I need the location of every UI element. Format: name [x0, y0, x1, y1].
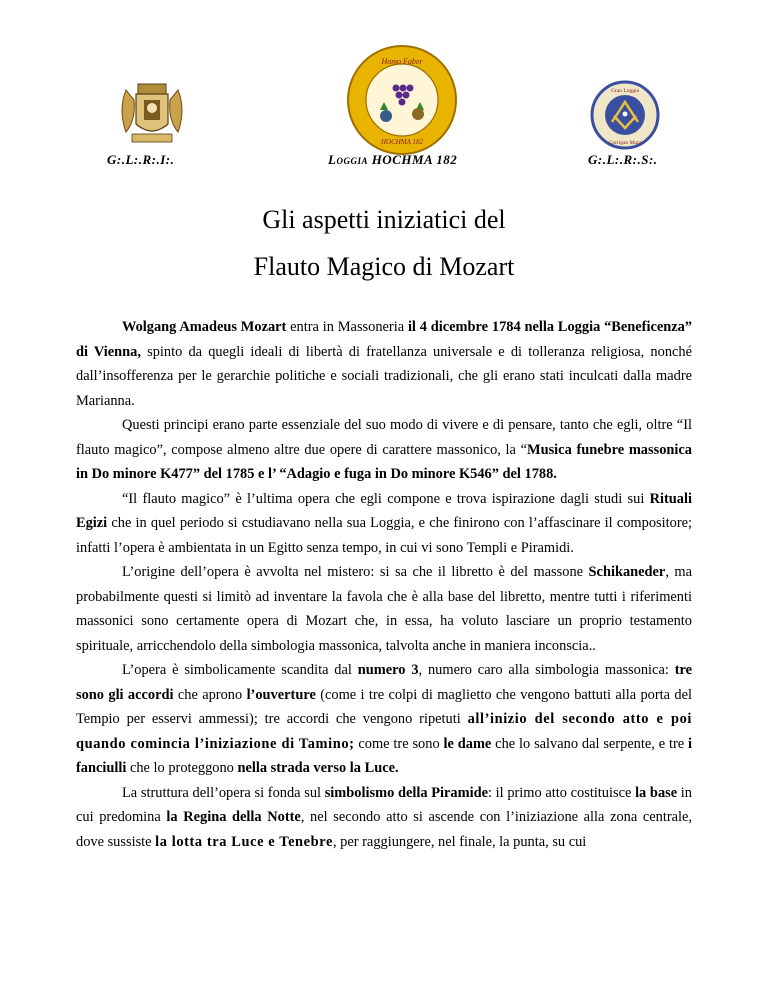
bold-text: i fanciulli — [76, 735, 693, 776]
text: come tre sono — [354, 735, 444, 752]
text: , per raggiungere, nel finale, la punta, su cui — [332, 833, 587, 850]
bold-text: Rituali Egizi — [76, 490, 692, 531]
bold-text: simbolismo della Piramide — [324, 784, 488, 801]
bold-text: la lotta tra Luce e Tenebre — [155, 833, 333, 850]
text: che in quel periodo si cstudiavano nella sua Loggia, e che finirono con l’affascinare il compositore; infatti l’opera è ambientata in un Egitto senza tempo, in cui vi sono Templi e Piramidi. — [76, 515, 692, 556]
svg-text:HOCHMA 182: HOCHMA 182 — [380, 138, 424, 146]
bold-text: numero 3 — [357, 662, 419, 678]
text: che lo proteggono — [126, 760, 238, 776]
text: , ma probabilmente questi si limitò ad inventare la favola che è alla base del libretto, mentre tutti i riferimenti massonici sono certamente opera di Mozart che, in essa, ha voluto lasciare un proprio testamento spirituale, arricchendolo della simbologia massonica, talvolta anche in maniera inconscia.. — [76, 564, 692, 654]
text: in cui predomina — [76, 784, 692, 825]
svg-text:Gran Loggia: Gran Loggia — [611, 88, 639, 94]
bold-text: Schikaneder — [588, 564, 666, 580]
paragraph-5 — [76, 658, 692, 781]
lodge-seal-icon — [346, 44, 458, 156]
text: entra in Massoneria — [286, 319, 408, 335]
paragraph-2 — [76, 413, 692, 487]
text: Questi principi erano parte essenziale del suo modo di vivere e di pensare, tanto che egli, oltre “Il flauto magico”, compose almeno altre due opere di carattere massonico, la “ — [76, 417, 692, 458]
article-body — [76, 315, 692, 854]
bold-text: tre sono gli accordi — [76, 662, 692, 703]
square-compass-seal-icon — [590, 80, 660, 150]
center-caption: Loggia HOCHMA 182 — [328, 152, 458, 167]
text: , numero caro alla simbologia massonica: — [418, 662, 675, 678]
crest-emblem-icon — [116, 80, 188, 148]
bold-text: all’inizio del secondo atto e poi quando comincia l’iniziazione di Tamino; — [76, 711, 692, 752]
bold-text: l’ouverture — [246, 686, 316, 703]
text: La struttura dell’opera si fonda sul — [122, 784, 325, 801]
paragraph-4 — [76, 560, 692, 658]
text: L’opera è simbolicamente scandita dal — [122, 662, 358, 678]
left-caption: G:.L:.R:.I:. — [107, 152, 175, 167]
right-caption: G:.L:.R:.S:. — [588, 152, 658, 167]
text: : il primo atto costituisce — [487, 784, 636, 801]
bold-text: le dame — [443, 735, 492, 752]
text: (come i tre colpi di maglietto che vengono battuti alla porta del Tempio per esservi ammessi); tre accordi che vengono ripetuti — [76, 686, 693, 727]
bold-text: Wolgang Amadeus Mozart — [122, 319, 287, 335]
bold-text: la base — [635, 784, 678, 801]
text: “Il flauto magico” è l’ultima opera che egli compone e trova ispirazione dagli studi sui — [122, 490, 650, 507]
paragraph-3 — [76, 487, 692, 561]
bold-text: la Regina della Notte — [166, 809, 301, 825]
page-title-line-1: Gli aspetti iniziatici del — [262, 205, 506, 234]
text: L’origine dell’opera è avvolta nel mistero: si sa che il libretto è del massone — [122, 564, 589, 580]
text: che aprono — [173, 686, 247, 703]
page-title-line-2: Flauto Magico di Mozart — [253, 252, 515, 281]
text: che lo salvano dal serpente, e tre — [491, 735, 689, 752]
bold-text: il 4 dicembre 1784 nella Loggia “Beneficenza” di Vienna, — [76, 319, 693, 360]
bold-text: nella strada verso la Luce. — [237, 760, 399, 776]
text: , nel secondo atto si ascende con l’iniziazione alla zona centrale, dove sussiste — [76, 809, 692, 850]
paragraph-1 — [76, 315, 692, 413]
svg-text:Homo Faber: Homo Faber — [381, 57, 423, 66]
text: spinto da quegli ideali di libertà di fratellanza universale e di tolleranza religiosa, nonché dall’insofferenza per le gerarchie politiche e sociali tradizionali, che gli erano stati inculcati dalla madre Marianna. — [76, 343, 692, 409]
svg-text:Corrigan Mura: Corrigan Mura — [608, 140, 642, 146]
paragraph-6 — [76, 781, 692, 855]
bold-text: Musica funebre massonica in Do minore K477” del 1785 e l’ “Adagio e fuga in Do minore K546” del 1788. — [76, 441, 692, 482]
